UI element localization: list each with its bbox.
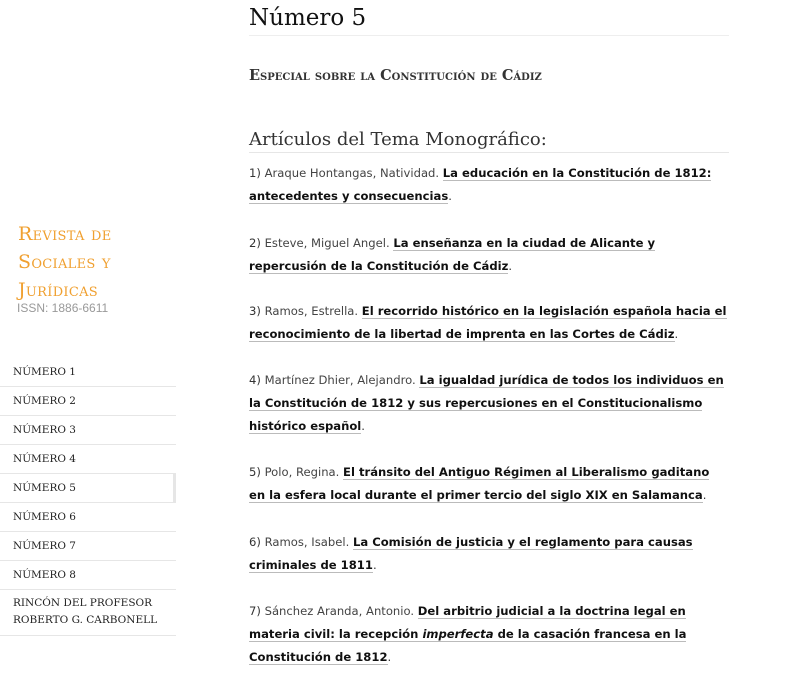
nav-item-numero-3[interactable]: NÚMERO 3 <box>0 416 176 445</box>
article-item: 4) Martínez Dhier, Alejandro. La igualdad jurídica de todos los individuos en la Constitución de 1812 y sus repercusiones en el Constitucionalismo histórico español. <box>249 373 724 433</box>
article-author: Ramos, Estrella. <box>264 304 359 318</box>
nav-item-numero-4[interactable]: NÚMERO 4 <box>0 445 176 474</box>
article-author: Esteve, Miguel Angel. <box>264 236 390 250</box>
sidebar-nav <box>0 358 176 636</box>
nav-item-numero-7[interactable]: NÚMERO 7 <box>0 532 176 561</box>
article-number: 2) <box>249 236 261 250</box>
site-title[interactable] <box>18 220 178 304</box>
page-subtitle: Especial sobre la Constitución de Cádiz <box>249 67 542 84</box>
nav-item-rincon-del-profesor[interactable]: RINCÓN DEL PROFESOR ROBERTO G. CARBONELL <box>0 590 176 636</box>
article-number: 7) <box>249 604 261 618</box>
article-author: Martínez Dhier, Alejandro. <box>264 373 416 387</box>
article-item: 1) Araque Hontangas, Natividad. La educación en la Constitución de 1812: antecedentes y consecuencias. <box>249 166 712 203</box>
article-item: 3) Ramos, Estrella. El recorrido histórico en la legislación española hacia el reconocimiento de la libertad de imprenta en las Cortes de Cádiz. <box>249 304 727 341</box>
section-heading: Artículos del Tema Monográfico: <box>249 128 729 153</box>
site-title-line-1[interactable]: Revista de <box>18 223 112 245</box>
article-item: 5) Polo, Regina. El tránsito del Antiguo Régimen al Liberalismo gaditano en la esfera local durante el primer tercio del siglo XIX en Salamanca. <box>249 465 710 502</box>
article-number: 6) <box>249 535 261 549</box>
site-title-line-3[interactable]: Jurídicas <box>18 279 98 301</box>
article-title-link[interactable]: El recorrido histórico en la legislación española hacia el reconocimiento de la libertad de imprenta en las Cortes de Cádiz <box>249 304 727 341</box>
article-title-link[interactable]: La educación en la Constitución de 1812: antecedentes y consecuencias <box>249 166 712 203</box>
article-title-part[interactable]: de la casación francesa en la Constitución de 1812 <box>249 627 687 664</box>
article-number: 5) <box>249 465 261 479</box>
article-author: Sánchez Aranda, Antonio. <box>264 604 415 618</box>
article-author: Polo, Regina. <box>264 465 340 479</box>
article-item: 7) Sánchez Aranda, Antonio. Del arbitrio judicial a la doctrina legal en materia civil: la recepción imperfecta de la casación francesa en la Constitución de 1812. <box>249 604 687 664</box>
nav-item-numero-6[interactable]: NÚMERO 6 <box>0 503 176 532</box>
article-title-link[interactable]: La igualdad jurídica de todos los individuos en la Constitución de 1812 y sus repercusiones en el Constitucionalismo histórico español <box>249 373 724 433</box>
site-title-line-2[interactable]: Sociales y <box>18 251 111 273</box>
article-title-link[interactable]: La Comisión de justicia y el reglamento para causas criminales de 1811 <box>249 535 693 572</box>
article-item: 2) Esteve, Miguel Angel. La enseñanza en la ciudad de Alicante y repercusión de la Constitución de Cádiz. <box>249 236 656 273</box>
article-title-link[interactable]: La enseñanza en la ciudad de Alicante y repercusión de la Constitución de Cádiz <box>249 236 656 273</box>
page-title: Número 5 <box>249 4 729 36</box>
article-number: 4) <box>249 373 261 387</box>
article-item: 6) Ramos, Isabel. La Comisión de justicia y el reglamento para causas criminales de 1811. <box>249 535 693 572</box>
issn-text: ISSN: 1886-6611 <box>17 301 109 315</box>
nav-item-numero-8[interactable]: NÚMERO 8 <box>0 561 176 590</box>
article-author: Araque Hontangas, Natividad. <box>264 166 440 180</box>
article-title-link[interactable]: El tránsito del Antiguo Régimen al Liberalismo gaditano en la esfera local durante el primer tercio del siglo XIX en Salamanca <box>249 465 710 502</box>
nav-item-numero-5[interactable]: NÚMERO 5 <box>0 474 176 503</box>
article-author: Ramos, Isabel. <box>264 535 350 549</box>
article-number: 1) <box>249 166 261 180</box>
article-number: 3) <box>249 304 261 318</box>
nav-item-numero-2[interactable]: NÚMERO 2 <box>0 387 176 416</box>
article-title-emphasis[interactable]: imperfecta <box>422 627 494 641</box>
nav-item-numero-1[interactable]: NÚMERO 1 <box>0 358 176 387</box>
sidebar <box>0 0 180 682</box>
article-title-part[interactable]: Del arbitrio judicial a la doctrina legal en materia civil: la recepción <box>249 604 686 641</box>
